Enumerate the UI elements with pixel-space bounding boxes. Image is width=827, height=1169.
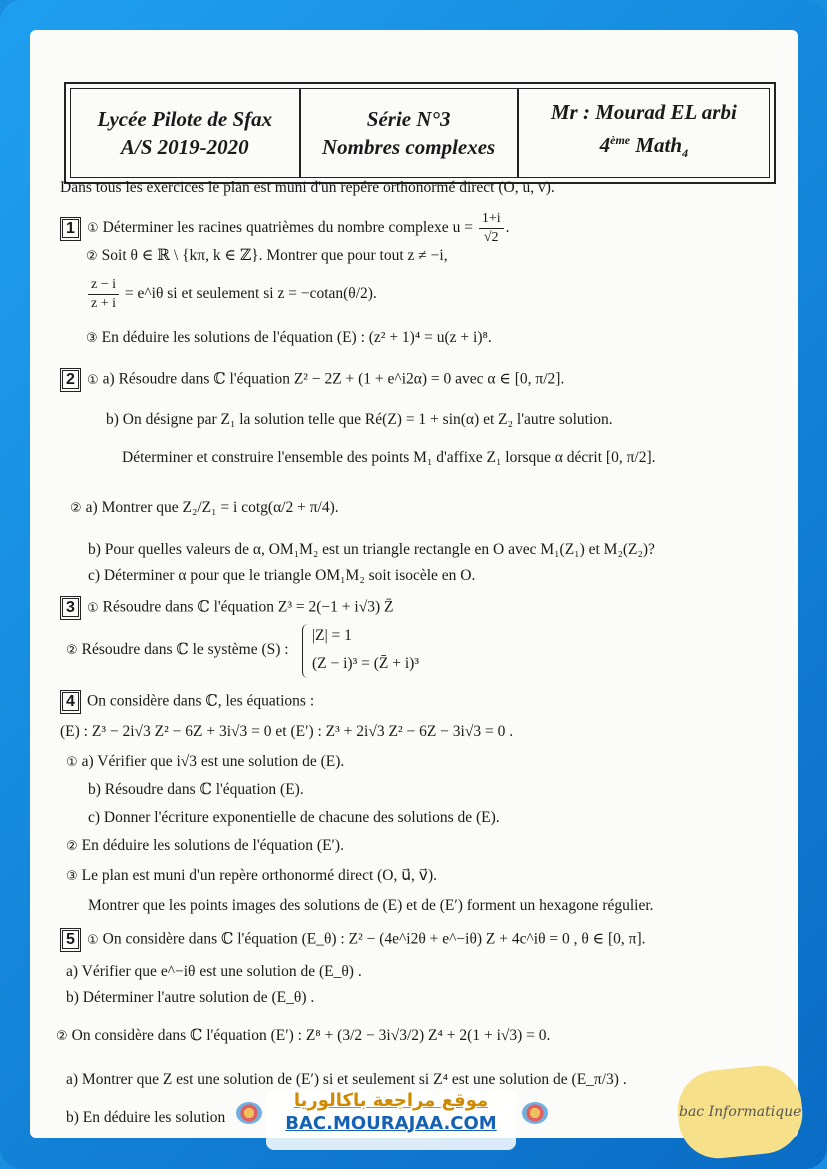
- ex2-a2: ② a) Montrer que Z₂/Z₁ = i cotg(α/2 + π/4).: [70, 499, 339, 516]
- header-box: [64, 82, 776, 184]
- ex3-q2: ② Résoudre dans ℂ le système (S) :: [66, 641, 289, 658]
- ex2-b1b: Déterminer et construire l'ensemble des points M₁ d'affixe Z₁ lorsque α décrit [0, π/2].: [122, 449, 656, 466]
- school-name: Lycée Pilote de Sfax: [97, 107, 273, 131]
- header-teacher-cell: [519, 89, 769, 177]
- ex1-q2: ② Soit θ ∈ ℝ \ {kπ, k ∈ ℤ}. Montrer que pour tout z ≠ −i,: [86, 247, 448, 264]
- ex4-equations: (E) : Z³ − 2i√3 Z² − 6Z + 3i√3 = 0 et (E′) : Z³ + 2i√3 Z² − 6Z − 3i√3 = 0 .: [60, 723, 514, 740]
- ex3-number: 3: [60, 596, 81, 620]
- ex4-q3: ③ Le plan est muni d'un repère orthonormé direct (O, u⃗, v⃗).: [66, 867, 438, 884]
- system-brace: [302, 624, 310, 678]
- ex4-a: ① a) Vérifier que i√3 est une solution de (E).: [66, 753, 345, 770]
- ex2-a1: 2 ① a) Résoudre dans ℂ l'équation Z² − 2Z + (1 + e^i2α) = 0 avec α ∈ [0, π/2].: [60, 368, 564, 392]
- ex3-sys2: (Z − i)³ = (Z̄ + i)³: [312, 655, 419, 672]
- ex5-b2: b) En déduire les solution: [66, 1109, 226, 1126]
- ex5-q2: ② On considère dans ℂ l'équation (E′) : Z⁸ + (3/2 − 3i√3/2) Z⁴ + 2(1 + i√3) = 0.: [56, 1027, 551, 1044]
- ex2-c2: c) Déterminer α pour que le triangle OM₁M₂ soit isocèle en O.: [88, 567, 476, 584]
- watermark-url[interactable]: BAC.MOURAJAA.COM: [285, 1113, 497, 1134]
- site-logo-icon: [522, 1102, 548, 1124]
- series-title: Série N°3: [366, 107, 451, 131]
- ex4-q2: ② En déduire les solutions de l'équation (E′).: [66, 837, 344, 854]
- header-school-cell: [71, 89, 301, 177]
- ex4-number: 4: [60, 690, 81, 714]
- intro-text: Dans tous les exercices le plan est muni d'un repére orthonormé direct (O, ū, v̄).: [60, 179, 555, 196]
- ex1-q1: 1 ① Déterminer les racines quatrièmes du nombre complexe u = $\frac{1+i}{√2}$ .: [60, 210, 509, 247]
- watermark[interactable]: [266, 1090, 516, 1150]
- ex3-sys1: |Z| = 1: [312, 627, 352, 644]
- ex4-b: b) Résoudre dans ℂ l'équation (E).: [88, 781, 304, 798]
- ex1-q2-formula: $\frac{z - i}{z + i}$ = e^iθ si et seulement si z = −cotan(θ/2).: [86, 276, 377, 313]
- ex5-a2: a) Montrer que Z est une solution de (E′) si et seulement si Z⁴ est une solution de (E_π/3) .: [66, 1071, 627, 1088]
- bac-informatique-badge: bac Informatique: [674, 1062, 807, 1162]
- ex1-number: 1: [60, 217, 81, 241]
- class-name: 4ème Math$_4$: [599, 133, 689, 161]
- site-logo-icon: [236, 1102, 262, 1124]
- ex2-b2: b) Pour quelles valeurs de α, OM₁M₂ est un triangle rectangle en O avec M₁(Z₁) et M₂(Z₂)?: [88, 541, 655, 558]
- document-page: [30, 30, 798, 1138]
- ex3-q1: 3 ① Résoudre dans ℂ l'équation Z³ = 2(−1 + i√3) Z̄: [60, 596, 394, 620]
- watermark-arabic: موقع مراجعة باكالوريا: [293, 1090, 489, 1111]
- ex5-number: 5: [60, 928, 81, 952]
- school-year: A/S 2019-2020: [120, 135, 249, 159]
- header-series-cell: [301, 89, 519, 177]
- ex4-c: c) Donner l'écriture exponentielle de chacune des solutions de (E).: [88, 809, 500, 826]
- ex5-q1: 5 ① On considère dans ℂ l'équation (E_θ) : Z² − (4e^i2θ + e^−iθ) Z + 4c^iθ = 0 , θ ∈ [0, π].: [60, 928, 646, 952]
- ex5-b: b) Déterminer l'autre solution de (E_θ) .: [66, 989, 315, 1006]
- ex4-q3b: Montrer que les points images des solutions de (E) et de (E′) forment un hexagone régulier.: [88, 897, 654, 914]
- ex5-a: a) Vérifier que e^−iθ est une solution de (E_θ) .: [66, 963, 362, 980]
- ex2-number: 2: [60, 368, 81, 392]
- ex2-b1: b) On désigne par Z₁ la solution telle que Ré(Z) = 1 + sin(α) et Z₂ l'autre solution.: [106, 411, 613, 428]
- teacher-name: Mr : Mourad EL arbi: [550, 100, 737, 125]
- ex4-intro: 4 On considère dans ℂ, les équations :: [60, 690, 314, 714]
- ex1-q3: ③ En déduire les solutions de l'équation (E) : (z² + 1)⁴ = u(z + i)⁸.: [86, 329, 492, 346]
- series-topic: Nombres complexes: [322, 135, 496, 159]
